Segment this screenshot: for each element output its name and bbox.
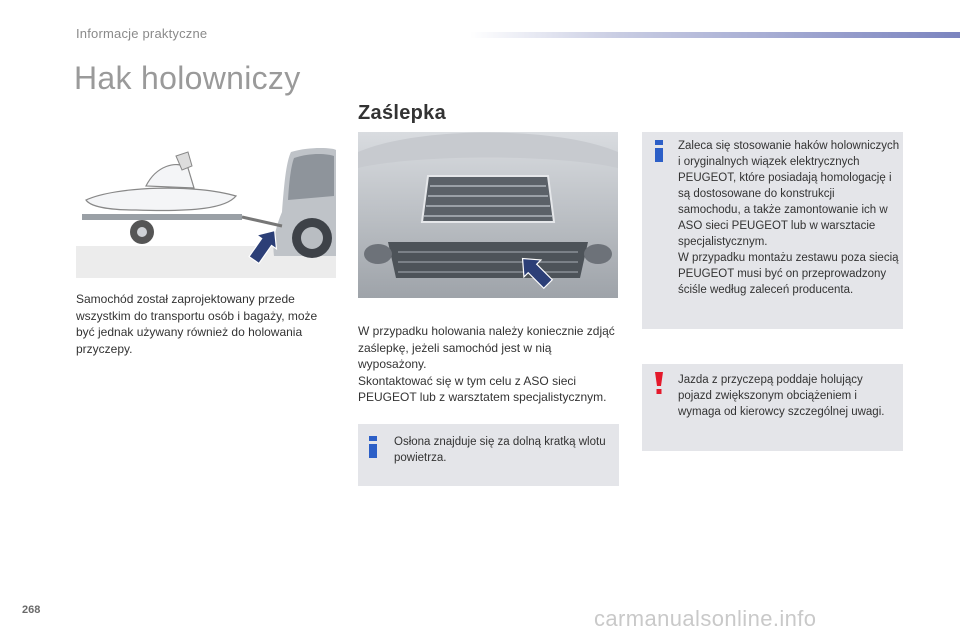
- cover-info-text: Osłona znajduje się za dolną kratką wlotu powietrza.: [394, 436, 606, 464]
- info-icon: [368, 436, 378, 458]
- exclamation-icon: [654, 372, 664, 394]
- advice-text: [678, 138, 900, 298]
- advice-info-box: [642, 132, 903, 329]
- info-icon: [654, 140, 664, 162]
- tow-paragraph-line1: W przypadku holowania należy koniecznie zdjąć zaślepkę, jeżeli samochód jest w nią wyposażony.: [358, 324, 615, 371]
- page-number: 268: [22, 604, 41, 616]
- watermark: carmanualsonline.info: [594, 606, 817, 631]
- header-decorative-bar: [470, 32, 960, 38]
- grille-photo: [358, 132, 618, 298]
- tow-paragraph: [358, 323, 620, 406]
- tow-paragraph-line2: Skontaktować się w tym celu z ASO sieci PEUGEOT lub z warsztatem specjalistycznym.: [358, 373, 607, 404]
- page-title: Hak holowniczy: [74, 60, 301, 96]
- warning-text: Jazda z przyczepą poddaje holujący pojazd zwiększonym obciążeniem i wymaga od kierowcy szczególnej uwagi.: [678, 374, 885, 418]
- trailer-illustration: [76, 146, 336, 278]
- front-grille-drawing: [358, 132, 618, 298]
- warning-box: [642, 364, 903, 451]
- section-title-cover: Zaślepka: [358, 102, 447, 124]
- advice-text-line1: Zaleca się stosowanie haków holowniczych i oryginalnych wiązek elektrycznych PEUGEOT, które posiadają homologację i są dostosowane do konstrukcji samochodu, a także zamontowanie ich w ASO sieci PEUGEOT lub w warsztacie specjalistycznym.: [678, 140, 900, 248]
- advice-text-line2: W przypadku montażu zestawu poza siecią PEUGEOT musi być on przeprowadzony ściśle według zaleceń producenta.: [678, 252, 899, 296]
- cover-info-box: [358, 424, 619, 486]
- intro-paragraph: Samochód został zaprojektowany przede wszystkim do transportu osób i bagaży, może być jednak używany również do holowania przyczepy.: [76, 292, 318, 356]
- header-section-label: Informacje praktyczne: [76, 26, 208, 41]
- trailer-jetski-drawing: [76, 146, 336, 278]
